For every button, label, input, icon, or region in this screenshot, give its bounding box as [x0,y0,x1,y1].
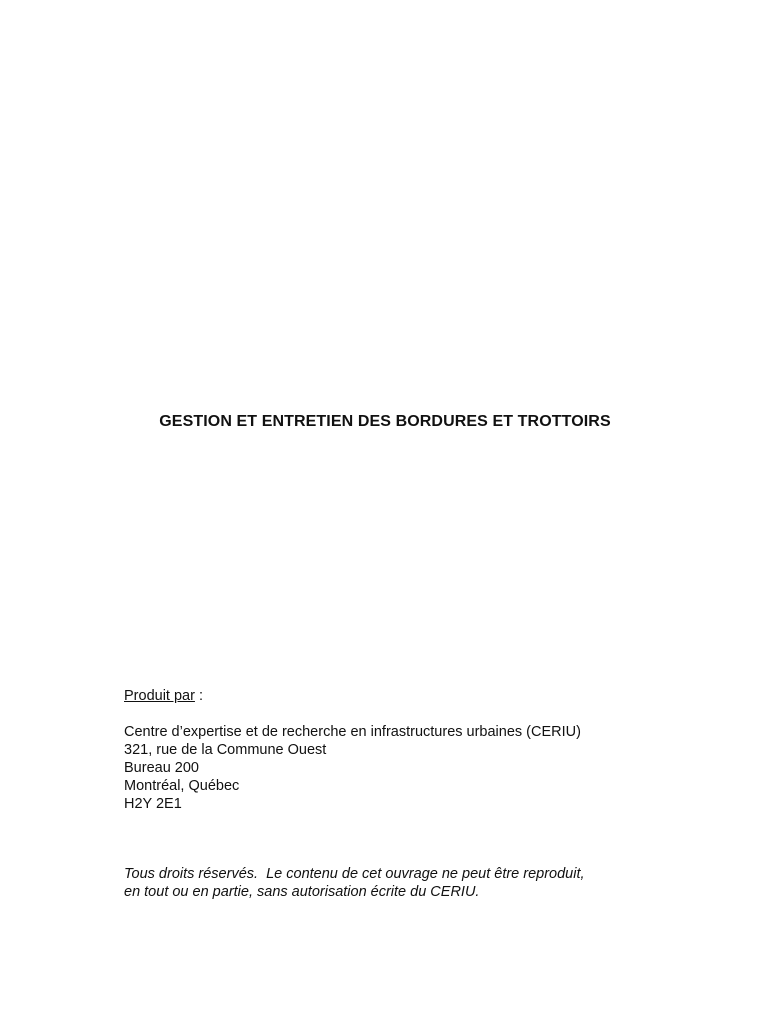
copyright-line: Tous droits réservés. Le contenu de cet ouvrage ne peut être reproduit, [124,866,585,882]
address-city: Montréal, Québec [124,778,240,794]
address-postal-code: H2Y 2E1 [124,796,182,812]
produced-by-suffix: : [194,688,203,704]
produced-by-label: Produit par [124,688,195,704]
address-street: 321, rue de la Commune Ouest [124,742,327,758]
copyright-line: en tout ou en partie, sans autorisation écrite du CERIU. [124,884,480,900]
publisher-address [124,723,581,813]
address-organization: Centre d’expertise et de recherche en infrastructures urbaines (CERIU) [124,724,581,740]
address-suite: Bureau 200 [124,760,199,776]
produced-by [124,687,203,705]
document-title: GESTION ET ENTRETIEN DES BORDURES ET TROTTOIRS [159,413,611,430]
copyright-notice [124,865,585,901]
